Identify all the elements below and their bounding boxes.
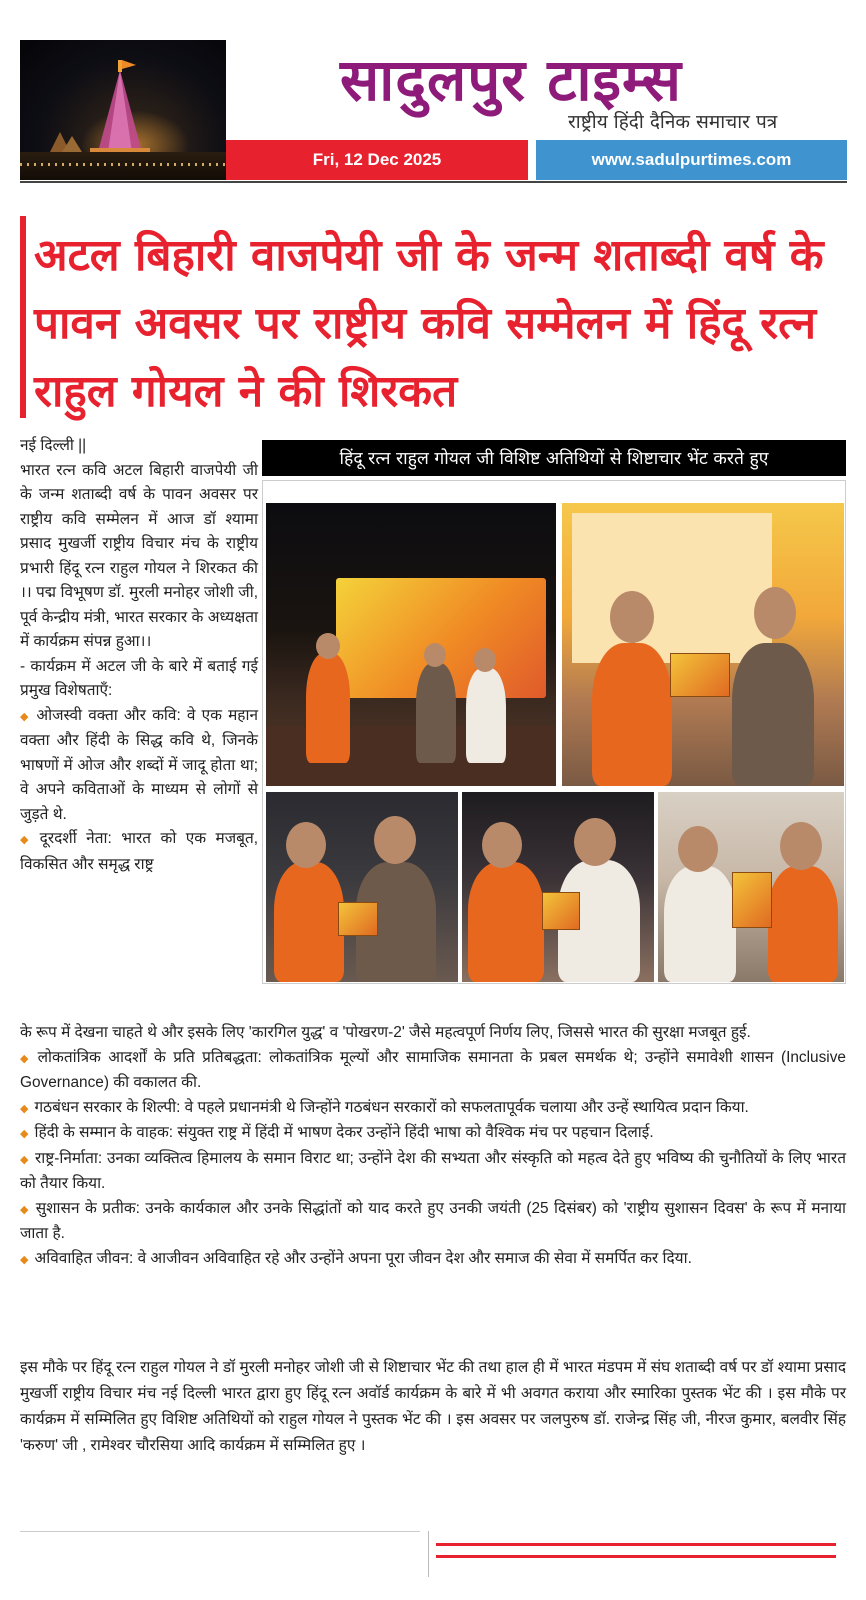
person-figure [592,643,672,786]
footer-red-rule [436,1555,836,1558]
headline-accent-bar [20,216,26,418]
photo-guest-meeting-1 [266,792,458,982]
person-head [424,643,446,667]
person-head [754,587,796,639]
person-head [610,591,654,643]
bullet-item [20,1121,846,1147]
bullet-text: दूरदर्शी नेता: भारत को एक मजबूत, विकसित और समृद्ध राष्ट्र [20,830,258,873]
photo-guest-meeting-2 [462,792,654,982]
photo-guest-meeting-3 [658,792,844,982]
person-figure [468,862,544,982]
bullet-continuation: के रूप में देखना चाहते थे और इसके लिए 'कारगिल युद्ध' व 'पोखरण-2' जैसे महत्वपूर्ण निर्णय लिए, जिससे भारत की सुरक्षा मजबूत हुई. [20,1024,751,1041]
bullet-diamond-icon: ◆ [20,710,31,723]
footer-divider [20,1531,420,1532]
person-figure [732,643,814,786]
city-lights [20,163,226,166]
newspaper-tagline: राष्ट्रीय हिंदी दैनिक समाचार पत्र [568,111,778,133]
footer-column-divider [428,1531,429,1577]
person-figure [664,866,736,982]
features-intro: - कार्यक्रम में अटल जी के बारे में बताई गई प्रमुख विशेषताएँ: [20,657,258,699]
date-bar: Fri, 12 Dec 2025 [226,140,528,180]
article-full-width-body [20,1021,846,1272]
website-url[interactable]: www.sadulpurtimes.com [536,140,847,180]
intro-paragraph: भारत रत्न कवि अटल बिहारी वाजपेयी जी के जन्म शताब्दी वर्ष के पावन अवसर पर राष्ट्रीय कवि सम्मेलन में आज डॉ श्यामा प्रसाद मुखर्जी राष्ट्रीय विचार मंच के राष्ट्रीय प्रभारी हिंदू रत्न राहुल गोयल ने शिरकत की ।। पद्म विभूषण डॉ. मुरली मनोहर जोशी जी, पूर्व केन्द्रीय मंत्री, भारत सरकार के अध्यक्षता में कार्यक्रम संपन्न हुआ।। [20,461,258,650]
person-figure [306,653,350,763]
person-head [574,818,616,866]
person-head [474,648,496,672]
person-head [286,822,326,868]
bullet-text: सुशासन के प्रतीक: उनके कार्यकाल और उनके सिद्धांतों को याद करते हुए उनकी जयंती (25 दिसंबर) को 'राष्ट्रीय सुशासन दिवस' के रूप में मनाया जाता है. [20,1199,846,1242]
bullet-item [20,827,258,877]
bullet-item [20,1197,846,1247]
souvenir-book [670,653,730,697]
bullet-diamond-icon: ◆ [20,1128,29,1140]
bullet-item [20,1096,846,1122]
bullet-diamond-icon: ◆ [20,1102,29,1115]
bullet-diamond-icon: ◆ [20,1153,29,1166]
souvenir-book [542,892,580,930]
person-head [780,822,822,870]
masthead-temple-photo [20,40,226,180]
article-headline: अटल बिहारी वाजपेयी जी के जन्म शताब्दी वर्ष के पावन अवसर पर राष्ट्रीय कवि सम्मेलन में हिंदू रत्न राहुल गोयल ने की शिरकत [34,230,824,417]
person-head [374,816,416,864]
bullet-text: हिंदी के सम्मान के वाहक: संयुक्त राष्ट्र में हिंदी में भाषण देकर उन्होंने हिंदी भाषा को वैश्विक मंच पर पहचान दिलाई. [34,1124,654,1141]
person-figure [274,862,344,982]
person-head [316,633,340,659]
bullet-item [20,1147,846,1197]
bullet-item [20,704,258,828]
newspaper-title: सादुलपुर टाइम्स [340,46,683,114]
souvenir-book [732,872,772,928]
photo-book-presentation [562,503,844,786]
bullet-diamond-icon: ◆ [20,1253,29,1266]
photo-caption: हिंदू रत्न राहुल गोयल जी विशिष्ट अतिथियों से शिष्टाचार भेंट करते हुए [262,440,846,476]
closing-paragraph: इस मौके पर हिंदू रत्न राहुल गोयल ने डॉ मुरली मनोहर जोशी जी से शिष्टाचार भेंट की तथा हाल ही में भारत मंडपम में संघ शताब्दी वर्ष पर डॉ श्यामा प्रसाद मुखर्जी राष्ट्रीय विचार मंच नई दिल्ली भारत द्वारा हुए हिंदू रत्न अवॉर्ड कार्यक्रम के बारे में भी अवगत कराया और स्मारिका पुस्तक भेंट की । इस मौके पर कार्यक्रम में सम्मिलित हुए विशिष्ट अतिथियों को राहुल गोयल ने पुस्तक भेंट की । इस अवसर पर जलपुरुष डॉ. राजेन्द्र सिंह जी, नीरज कुमार, बलवीर सिंह 'करुण' जी , रामेश्वर चौरसिया आदि कार्यक्रम में सम्मिलित हुए । [20,1359,846,1454]
bullet-item [20,1247,846,1273]
bullet-text: गठबंधन सरकार के शिल्पी: वे पहले प्रधानमंत्री थे जिन्होंने गठबंधन सरकारों को सफलतापूर्वक चलाया और उन्हें स्थायित्व प्रदान किया. [34,1098,749,1116]
person-figure [416,663,456,763]
dateline: नई दिल्ली || [20,437,87,454]
person-figure [768,866,838,982]
photo-stage-felicitation [266,503,556,786]
bullet-text: राष्ट्र-निर्माता: उनका व्यक्तित्व हिमालय के समान विराट था; उन्होंने देश की सभ्यता और संस्कृति को महत्व देते हुए भविष्य की चुनौतियों के लिए भारत को तैयार किया. [20,1149,846,1192]
masthead-divider [20,181,847,183]
footer-red-rule [436,1543,836,1546]
city-skyline [20,152,226,180]
bullet-text: लोकतांत्रिक आदर्शों के प्रति प्रतिबद्धता: लोकतांत्रिक मूल्यों और सामाजिक समानता के प्रबल समर्थक थे; उन्होंने समावेशी शासन (Inclusive Governance) की वकालत की. [20,1048,846,1091]
souvenir-book [338,902,378,936]
article-left-column [20,434,258,877]
bullet-text: अविवाहित जीवन: वे आजीवन अविवाहित रहे और उन्होंने अपना पूरा जीवन देश और समाज की सेवा में समर्पित कर दिया. [34,1249,692,1267]
person-head [678,826,718,872]
person-figure [466,668,506,763]
bullet-diamond-icon: ◆ [20,834,34,846]
event-banner [572,513,772,663]
bullet-diamond-icon: ◆ [20,1052,32,1065]
bullet-text: ओजस्वी वक्ता और कवि: वे एक महान वक्ता और हिंदी के सिद्ध कवि थे, जिनके भाषणों में ओज और शब्दों में जादू होता था; वे अपने कविताओं के माध्यम से लोगों से जुड़ते थे. [20,706,258,823]
person-head [482,822,522,868]
bullet-diamond-icon: ◆ [20,1203,30,1216]
bullet-item [20,1046,846,1096]
